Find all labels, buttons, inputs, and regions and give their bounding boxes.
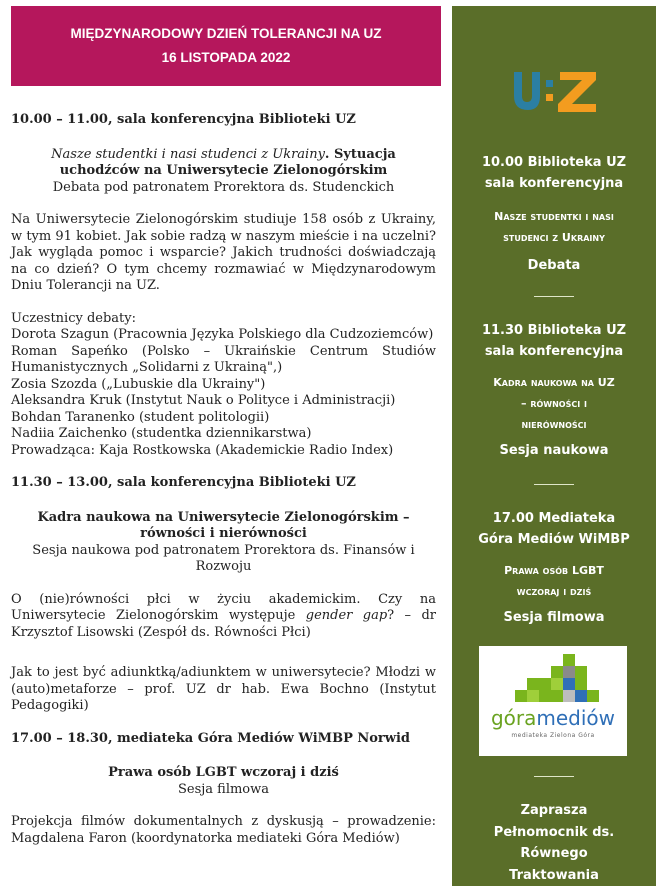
uz-logo: [510, 66, 600, 114]
session1-time: 10.00 – 11.00, sala konferencyjna Biblioteki UZ: [11, 112, 356, 127]
logo-word-gora: góra: [490, 706, 537, 730]
separator: [534, 776, 574, 777]
logo-word-mediow: mediów: [536, 706, 616, 730]
session3-time: 17.00 – 18.30, mediateka Góra Mediów WiMBP Norwid: [11, 730, 410, 746]
footer-line4: Traktowania: [509, 867, 599, 883]
participant-item: Nadiia Zaichenko (studentka dziennikarstwa): [11, 426, 312, 441]
block3-type: Sesja filmowa: [503, 610, 605, 625]
sidebar-block-1: [452, 152, 656, 273]
talk1-before: O (nie)równości płci w życiu akademickim. Czy na Uniwersytecie Zielonogórskim występuje: [11, 591, 436, 623]
block2-title2: – równości i: [520, 397, 588, 410]
block2-type: Sesja naukowa: [499, 443, 609, 458]
participants-label: Uczestnicy debaty:: [11, 310, 136, 326]
session2-talk2: Jak to jest być adiunktką/adiunktem w uniwersytecie? Młodzi w (auto)metaforze – prof. UZ dr hab. Ewa Bochno (Instytut Pedagogiki): [11, 665, 436, 713]
block3-title1: Prawa osób LGBT: [504, 564, 604, 577]
sidebar-block-2: [452, 320, 656, 458]
block3-loc2: Góra Mediów WiMBP: [478, 532, 630, 547]
session1-title-italic: Nasze studentki i nasi studenci z Ukrainy: [51, 146, 325, 162]
session3-description: Projekcja filmów dokumentalnych z dyskusją – prowadzenie: Magdalena Faron (koordynatorka mediateki Góra Mediów): [11, 814, 436, 846]
separator: [534, 484, 574, 485]
moderator: Prowadząca: Kaja Rostkowska (Akademickie Radio Index): [11, 442, 394, 458]
participant-item: Bohdan Taranenko (student politologii): [11, 409, 270, 425]
session3-title: Prawa osób LGBT wczoraj i dziś: [108, 765, 339, 780]
block2-loc2: sala konferencyjna: [484, 344, 624, 359]
block2-title1: Kadra naukowa na UZ: [493, 376, 615, 389]
program-content: [11, 112, 436, 847]
session2-subtitle: Sesja naukowa pod patronatem Prorektora ds. Finansów i Rozwoju: [32, 542, 415, 574]
footer-line2: Pełnomocnik ds.: [493, 824, 615, 840]
block1-title1: Nasze studentki i nasi: [494, 210, 614, 223]
gora-mediow-graphic: [479, 646, 627, 756]
participant-item: Zosia Szozda („Lubuskie dla Ukrainy"): [11, 376, 266, 392]
gora-mediow-logo: [479, 646, 627, 756]
footer-line3: Równego: [520, 846, 588, 861]
session1-title: [11, 147, 436, 180]
header-banner: [11, 6, 441, 86]
session2-talk1: [11, 592, 436, 642]
header-date: 16 LISTOPADA 2022: [161, 50, 291, 65]
session1-title-rest: . Sytuacja uchodźców na Uniwersytecie Zielonogórskim: [59, 146, 396, 178]
participant-item: Dorota Szagun (Pracownia Języka Polskiego dla Cudzoziemców): [11, 327, 434, 342]
block3-loc1: 17.00 Mediateka: [492, 511, 616, 526]
session2-time: 11.30 – 13.00, sala konferencyjna Biblioteki UZ: [11, 475, 356, 490]
session2-title: Kadra naukowa na Uniwersytecie Zielonogórskim – równości i nierówności: [37, 509, 410, 541]
block1-type: Debata: [527, 258, 581, 273]
block2-loc1: 11.30 Biblioteka UZ: [481, 323, 627, 338]
participant-item: Aleksandra Kruk (Instytut Nauk o Polityce i Administracji): [11, 393, 396, 408]
sidebar-footer: [452, 800, 656, 886]
session1-description: Na Uniwersytecie Zielonogórskim studiuje 158 osób z Ukrainy, w tym 91 kobiet. Jak sobie radzą w naszym mieście i na uczelni? Jak wygląda pomoc i wsparcie? Jakich trudności doświadczają na co dzień? O tym chcemy rozmawiać w Międzynarodowym Dniu Tolerancji na UZ.: [11, 212, 436, 293]
sidebar-block-3: [452, 508, 656, 625]
logo-tagline: mediateka Zielona Góra: [511, 732, 595, 739]
block3-title2: wczoraj i dziś: [516, 585, 592, 598]
separator: [534, 296, 574, 297]
session3-subtitle: Sesja filmowa: [177, 781, 270, 797]
block1-title2: studenci z Ukrainy: [503, 231, 605, 244]
block2-title3: nierówności: [521, 418, 587, 431]
block1-loc2: sala konferencyjna: [484, 176, 624, 191]
talk1-italic: gender gap: [305, 608, 388, 623]
participant-item: Roman Sapeńko (Polsko – Ukraińskie Centrum Studiów Humanistycznych „Solidarni z Ukrainą",): [11, 343, 436, 375]
footer-line1: Zaprasza: [520, 803, 588, 818]
talk1-after: ? – dr Krzysztof Lisowski (Zespół ds. Równości Płci): [11, 608, 436, 640]
sidebar: [452, 6, 656, 886]
session1-subtitle: Debata pod patronatem Prorektora ds. Studenckich: [52, 179, 395, 195]
block1-loc1: 10.00 Biblioteka UZ: [481, 155, 627, 170]
header-title: MIĘDZYNARODOWY DZIEŃ TOLERANCJI NA UZ: [70, 26, 382, 41]
